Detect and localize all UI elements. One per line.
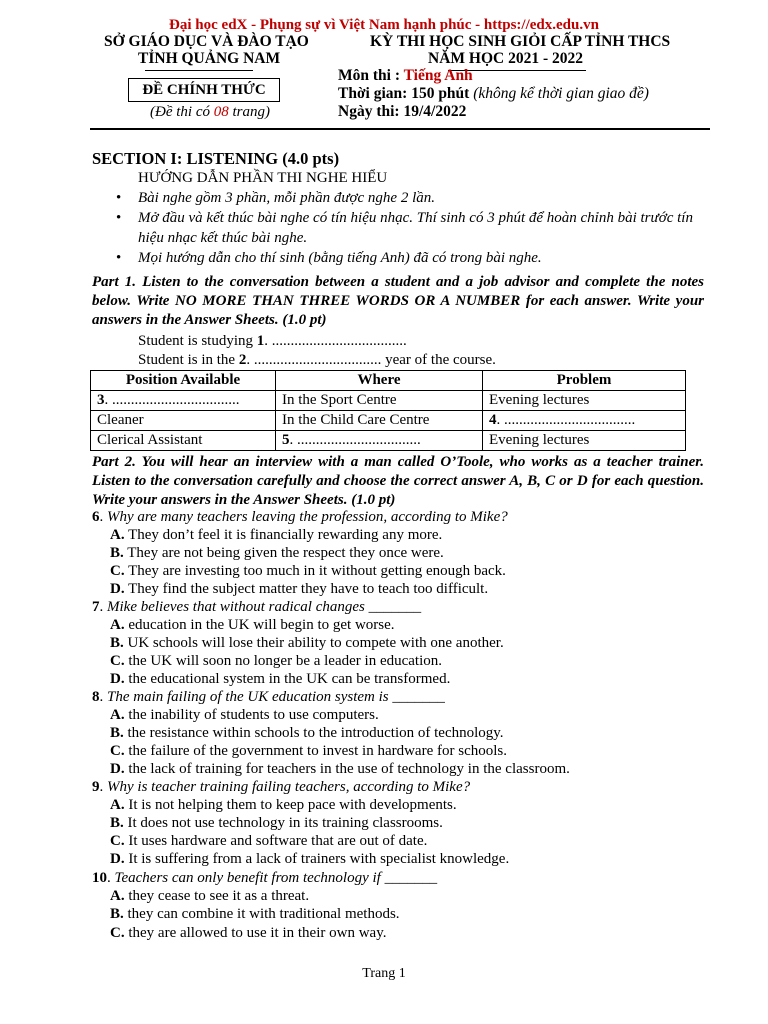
subject-row bbox=[338, 67, 473, 85]
exam-name: KỲ THI HỌC SINH GIỎI CẤP TỈNH THCS bbox=[370, 33, 671, 50]
option bbox=[110, 617, 395, 634]
option-text: UK schools will lose their ability to compete with one another. bbox=[127, 635, 504, 651]
official-exam-box: ĐỀ CHÍNH THỨC bbox=[128, 78, 280, 102]
question-text: Teachers can only benefit from technology if _______ bbox=[114, 870, 438, 886]
option-letter: A. bbox=[110, 527, 125, 543]
option bbox=[110, 851, 509, 868]
option-letter: B. bbox=[110, 906, 124, 922]
header-divider bbox=[90, 128, 710, 130]
part2-instruction: Part 2. You will hear an interview with a man called O’Toole, who works as a teacher trainer. Listen to the conversation carefully and choose the correct answer A, B, C or D for each question. Write your answers in the Answer Sheets. (1.0 pt) bbox=[92, 454, 704, 508]
option-letter: C. bbox=[110, 743, 125, 759]
table-row bbox=[91, 431, 686, 451]
table-cell bbox=[91, 391, 276, 411]
option-text: It is suffering from a lack of trainers with specialist knowledge. bbox=[128, 851, 510, 867]
option bbox=[110, 833, 427, 850]
site-banner: Đại học edX - Phụng sự vì Việt Nam hạnh phúc - https://edx.edu.vn bbox=[169, 17, 599, 33]
option-text: the lack of training for teachers in the use of technology in the classroom. bbox=[128, 761, 570, 777]
cell-text: In the Child Care Centre bbox=[282, 412, 430, 428]
guide-bullets bbox=[116, 188, 706, 268]
question-10: 10. Teachers can only benefit from technology if _______ bbox=[92, 870, 438, 886]
pages-prefix: (Đề thi có bbox=[150, 104, 214, 120]
bullet-text: Bài nghe gồm 3 phần, mỗi phần được nghe 2 lần. bbox=[138, 190, 435, 206]
cell-number: 4 bbox=[489, 412, 497, 428]
option bbox=[110, 653, 442, 670]
question-text: Why is teacher training failing teachers, according to Mike? bbox=[107, 779, 471, 795]
option bbox=[110, 725, 504, 742]
cell-text: In the Sport Centre bbox=[282, 392, 397, 408]
time-row bbox=[338, 85, 649, 103]
cell-number: 3 bbox=[97, 392, 105, 408]
option-letter: D. bbox=[110, 581, 125, 597]
option-text: It is not helping them to keep pace with developments. bbox=[128, 797, 457, 813]
option-letter: B. bbox=[110, 815, 124, 831]
school-year: NĂM HỌC 2021 - 2022 bbox=[428, 50, 583, 67]
option bbox=[110, 527, 442, 544]
option-letter: D. bbox=[110, 761, 125, 777]
part1-instruction: Part 1. Listen to the conversation between a student and a job advisor and complete the notes below. Write NO MORE THAN THREE WORDS OR A NUMBER for each answer. Write your answers in the Answer Sheets. (1.0 pt) bbox=[92, 274, 704, 328]
option-letter: A. bbox=[110, 797, 125, 813]
subject-value: Tiếng Anh bbox=[403, 67, 473, 84]
table-row bbox=[91, 411, 686, 431]
option bbox=[110, 797, 457, 814]
line2-rest: . .................................. year of the course. bbox=[246, 352, 496, 368]
guide-bullet bbox=[116, 208, 706, 248]
option-letter: B. bbox=[110, 635, 124, 651]
option bbox=[110, 707, 379, 724]
pages-count: 08 bbox=[213, 104, 229, 120]
line1-prefix: Student is studying bbox=[138, 333, 257, 349]
date-row bbox=[338, 103, 466, 121]
option bbox=[110, 581, 488, 598]
option-text: they are allowed to use it in their own way. bbox=[128, 925, 387, 941]
cell-text: Clerical Assistant bbox=[97, 432, 203, 448]
bullet-dot-icon: • bbox=[116, 210, 122, 226]
option-letter: D. bbox=[110, 851, 125, 867]
department-name: SỞ GIÁO DỤC VÀ ĐÀO TẠO bbox=[104, 33, 309, 50]
option bbox=[110, 761, 570, 778]
table-header: Where bbox=[276, 371, 483, 391]
option bbox=[110, 906, 400, 923]
bullet-text: Mở đầu và kết thúc bài nghe có tín hiệu nhạc. Thí sinh có 3 phút để hoàn chỉnh bài trước tín hiệu nhạc kết thúc bài nghe. bbox=[138, 210, 693, 246]
time-value: 150 phút bbox=[411, 85, 474, 102]
cell-number: 5 bbox=[282, 432, 290, 448]
option-text: They find the subject matter they have to teach too difficult. bbox=[128, 581, 489, 597]
line2-number: 2 bbox=[238, 352, 247, 368]
option-letter: C. bbox=[110, 833, 125, 849]
option bbox=[110, 743, 507, 760]
question-text: Why are many teachers leaving the profession, according to Mike? bbox=[107, 509, 508, 525]
question-text: Mike believes that without radical changes _______ bbox=[107, 599, 422, 615]
option-letter: A. bbox=[110, 888, 125, 904]
page-footer: Trang 1 bbox=[362, 966, 406, 981]
option-text: They don’t feel it is financially rewarding any more. bbox=[128, 527, 443, 543]
option-text: the failure of the government to invest in hardware for schools. bbox=[128, 743, 507, 759]
option-letter: C. bbox=[110, 563, 125, 579]
cell-text: . .................................. bbox=[104, 392, 240, 408]
cell-text: Evening lectures bbox=[489, 392, 590, 408]
table-row bbox=[91, 391, 686, 411]
option bbox=[110, 635, 504, 652]
option bbox=[110, 563, 506, 580]
bullet-dot-icon: • bbox=[116, 250, 122, 266]
table-cell bbox=[483, 431, 686, 451]
option-letter: B. bbox=[110, 545, 124, 561]
question-number: 9 bbox=[92, 779, 100, 795]
option-letter: C. bbox=[110, 925, 125, 941]
bullet-dot-icon: • bbox=[116, 190, 122, 206]
option-text: the inability of students to use computers. bbox=[128, 707, 379, 723]
option bbox=[110, 545, 444, 562]
table-cell bbox=[276, 391, 483, 411]
table-cell bbox=[91, 431, 276, 451]
line1-blank: . .................................... bbox=[264, 333, 407, 349]
question-6: 6. Why are many teachers leaving the profession, according to Mike? bbox=[92, 509, 508, 525]
guide-bullet bbox=[116, 188, 706, 208]
cell-text: Cleaner bbox=[97, 412, 144, 428]
question-number: 6 bbox=[92, 509, 100, 525]
table-header-row bbox=[91, 371, 686, 391]
guide-title: HƯỚNG DẪN PHẦN THI NGHE HIỂU bbox=[138, 170, 388, 186]
table-cell bbox=[276, 431, 483, 451]
time-label: Thời gian: bbox=[338, 85, 412, 102]
table-cell bbox=[276, 411, 483, 431]
question-9: 9. Why is teacher training failing teachers, according to Mike? bbox=[92, 779, 471, 795]
part1-table bbox=[90, 370, 686, 451]
date-label: Ngày thi: bbox=[338, 103, 404, 120]
cell-text: Evening lectures bbox=[489, 432, 590, 448]
option-text: They are investing too much in it without getting enough back. bbox=[128, 563, 506, 579]
pages-suffix: trang) bbox=[228, 104, 270, 120]
option-text: they cease to see it as a threat. bbox=[128, 888, 310, 904]
option-text: It does not use technology in its training classrooms. bbox=[127, 815, 443, 831]
province-underline bbox=[145, 70, 253, 71]
table-cell bbox=[483, 391, 686, 411]
option-text: the UK will soon no longer be a leader in education. bbox=[128, 653, 443, 669]
question-number: 10 bbox=[92, 870, 107, 886]
option-letter: D. bbox=[110, 671, 125, 687]
table-header: Position Available bbox=[91, 371, 276, 391]
option-letter: C. bbox=[110, 653, 125, 669]
bullet-text: Mọi hướng dẫn cho thí sinh (bằng tiếng Anh) đã có trong bài nghe. bbox=[138, 250, 542, 266]
section-title: SECTION I: LISTENING (4.0 pts) bbox=[92, 149, 340, 168]
cell-text: . ................................... bbox=[496, 412, 636, 428]
province-name: TỈNH QUẢNG NAM bbox=[138, 50, 281, 67]
line1-number: 1 bbox=[256, 333, 265, 349]
question-number: 7 bbox=[92, 599, 100, 615]
subject-label: Môn thi : bbox=[338, 67, 404, 84]
option-text: education in the UK will begin to get worse. bbox=[128, 617, 395, 633]
cell-text: . ................................. bbox=[289, 432, 421, 448]
table-cell bbox=[483, 411, 686, 431]
option-text: the resistance within schools to the introduction of technology. bbox=[127, 725, 504, 741]
option-letter: A. bbox=[110, 707, 125, 723]
option-text: they can combine it with traditional methods. bbox=[127, 906, 400, 922]
part1-line-2 bbox=[138, 352, 496, 369]
time-note: (không kể thời gian giao đề) bbox=[473, 85, 649, 102]
option bbox=[110, 925, 386, 942]
table-header: Problem bbox=[483, 371, 686, 391]
option bbox=[110, 815, 443, 832]
option-letter: B. bbox=[110, 725, 124, 741]
option bbox=[110, 888, 309, 905]
option-text: It uses hardware and software that are out of date. bbox=[128, 833, 428, 849]
part1-line-1 bbox=[138, 333, 407, 350]
page-count-note bbox=[150, 104, 270, 121]
option-text: They are not being given the respect they once were. bbox=[127, 545, 444, 561]
date-value: 19/4/2022 bbox=[403, 103, 467, 120]
question-text: The main failing of the UK education system is _______ bbox=[107, 689, 445, 705]
option bbox=[110, 671, 450, 688]
option-letter: A. bbox=[110, 617, 125, 633]
option-text: the educational system in the UK can be transformed. bbox=[128, 671, 451, 687]
guide-bullet bbox=[116, 248, 706, 268]
question-7: 7. Mike believes that without radical changes _______ bbox=[92, 599, 422, 615]
question-number: 8 bbox=[92, 689, 100, 705]
question-8: 8. The main failing of the UK education system is _______ bbox=[92, 689, 445, 705]
line2-prefix: Student is in the bbox=[138, 352, 239, 368]
table-cell bbox=[91, 411, 276, 431]
